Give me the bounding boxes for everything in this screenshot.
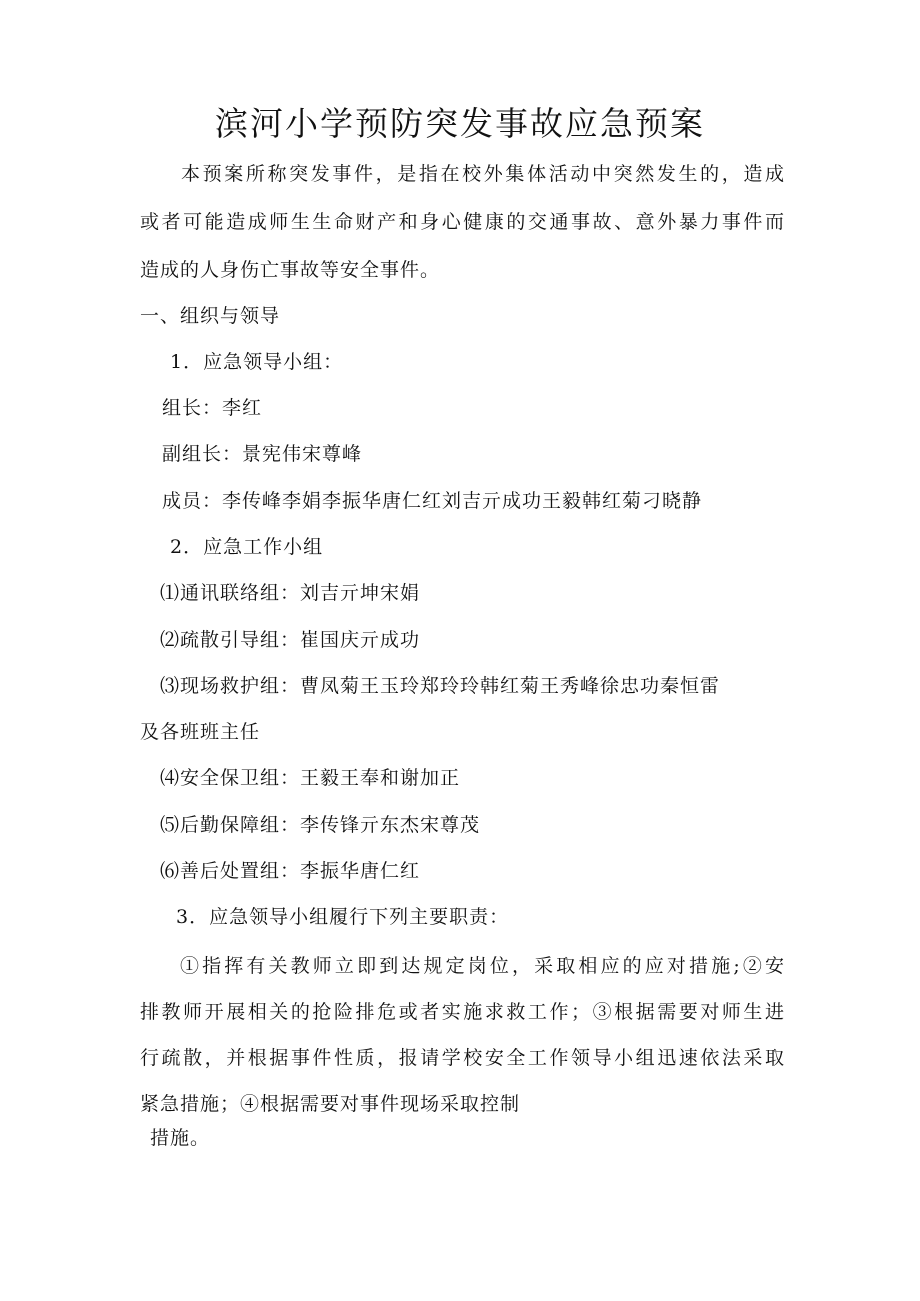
duties-line-4: 紧急措施；④根据需要对事件现场采取控制	[140, 1093, 521, 1115]
duties-line-5: 措施。	[150, 1127, 211, 1149]
members-line: 成员：李传峰李娟李振华唐仁红刘吉亓成功王毅韩红菊刁晓静	[162, 490, 703, 512]
group-logistics: ⑸后勤保障组：李传锋亓东杰宋尊茂	[160, 814, 481, 836]
subheading-work-groups: 2．应急工作小组	[170, 536, 324, 558]
subheading-duties: 3．应急领导小组履行下列主要职责：	[176, 906, 510, 928]
deputy-leader-line: 副组长：景宪伟宋尊峰	[162, 443, 363, 465]
group-evacuation: ⑵疏散引导组：崔国庆亓成功	[160, 629, 421, 651]
intro-line-1: 本预案所称突发事件，是指在校外集体活动中突然发生的，造成	[181, 163, 785, 185]
group-security: ⑷安全保卫组：王毅王奉和谢加正	[160, 767, 461, 789]
group-aftermath: ⑹善后处置组：李振华唐仁红	[160, 860, 421, 882]
duties-line-2: 排教师开展相关的抢险排危或者实施求救工作；③根据需要对师生进	[140, 1001, 785, 1023]
duties-line-1: ①指挥有关教师立即到达规定岗位，采取相应的应对措施;②安	[180, 955, 785, 977]
group-rescue: ⑶现场救护组：曹凤菊王玉玲郑玲玲韩红菊王秀峰徐忠功秦恒雷	[160, 675, 721, 697]
document-title: 滨河小学预防突发事故应急预案	[215, 104, 705, 143]
group-communication: ⑴通讯联络组：刘吉亓坤宋娟	[160, 582, 421, 604]
group-rescue-continued: 及各班班主任	[140, 721, 261, 743]
section-heading-organization: 一、组织与领导	[140, 305, 281, 327]
subheading-leadership-group: 1．应急领导小组：	[170, 351, 344, 373]
leader-line: 组长：李红	[162, 397, 263, 419]
intro-line-3: 造成的人身伤亡事故等安全事件。	[140, 259, 441, 281]
duties-line-3: 行疏散，并根据事件性质，报请学校安全工作领导小组迅速依法采取	[140, 1047, 785, 1069]
intro-line-2: 或者可能造成师生生命财产和身心健康的交通事故、意外暴力事件而	[140, 211, 785, 233]
